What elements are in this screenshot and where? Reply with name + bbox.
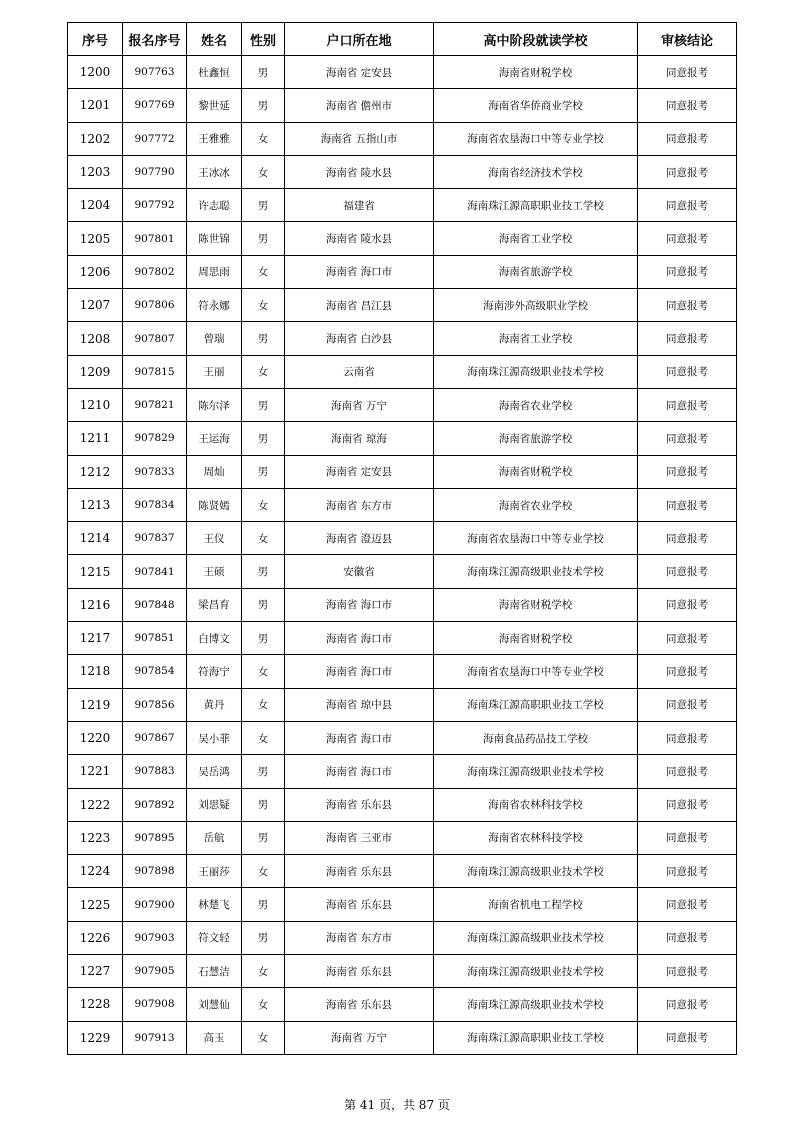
cell-seq: 1209 — [68, 355, 123, 388]
cell-registration-no: 907848 — [123, 588, 187, 621]
cell-gender: 女 — [242, 255, 285, 288]
cell-name: 王丽 — [187, 355, 242, 388]
cell-high-school: 海南省农林科技学校 — [434, 788, 638, 821]
cell-registration-no: 907834 — [123, 488, 187, 521]
cell-household-location: 海南省 海口市 — [285, 588, 434, 621]
cell-name: 王硕 — [187, 555, 242, 588]
cell-high-school: 海南省财税学校 — [434, 588, 638, 621]
table-row — [68, 122, 737, 155]
cell-seq: 1214 — [68, 522, 123, 555]
cell-gender: 男 — [242, 622, 285, 655]
cell-household-location: 海南省 琼海 — [285, 422, 434, 455]
cell-name: 王运海 — [187, 422, 242, 455]
table-row — [68, 155, 737, 188]
table-row — [68, 588, 737, 621]
cell-review-result: 同意报考 — [638, 921, 737, 954]
cell-gender: 女 — [242, 522, 285, 555]
cell-registration-no: 907841 — [123, 555, 187, 588]
cell-high-school: 海南省财税学校 — [434, 455, 638, 488]
table-row — [68, 788, 737, 821]
cell-registration-no: 907898 — [123, 855, 187, 888]
applicant-table — [67, 22, 737, 1055]
cell-name: 陈尔泽 — [187, 388, 242, 421]
table-row — [68, 755, 737, 788]
cell-high-school: 海南珠江源高级职业技术学校 — [434, 955, 638, 988]
cell-registration-no: 907856 — [123, 688, 187, 721]
cell-gender: 男 — [242, 921, 285, 954]
cell-seq: 1200 — [68, 56, 123, 89]
cell-high-school: 海南珠江源高级职业技术学校 — [434, 355, 638, 388]
cell-registration-no: 907837 — [123, 522, 187, 555]
cell-name: 周灿 — [187, 455, 242, 488]
cell-household-location: 海南省 东方市 — [285, 921, 434, 954]
table-row — [68, 1021, 737, 1054]
cell-review-result: 同意报考 — [638, 655, 737, 688]
cell-name: 刘慧仙 — [187, 988, 242, 1021]
cell-review-result: 同意报考 — [638, 755, 737, 788]
cell-gender: 男 — [242, 89, 285, 122]
table-row — [68, 255, 737, 288]
cell-registration-no: 907763 — [123, 56, 187, 89]
cell-review-result: 同意报考 — [638, 955, 737, 988]
cell-name: 符文轻 — [187, 921, 242, 954]
cell-gender: 男 — [242, 888, 285, 921]
cell-registration-no: 907883 — [123, 755, 187, 788]
cell-gender: 女 — [242, 1021, 285, 1054]
cell-review-result: 同意报考 — [638, 322, 737, 355]
cell-seq: 1228 — [68, 988, 123, 1021]
cell-household-location: 海南省 万宁 — [285, 1021, 434, 1054]
cell-name: 许志聪 — [187, 189, 242, 222]
cell-household-location: 海南省 万宁 — [285, 388, 434, 421]
cell-registration-no: 907833 — [123, 455, 187, 488]
cell-name: 梁昌育 — [187, 588, 242, 621]
cell-seq: 1229 — [68, 1021, 123, 1054]
cell-gender: 男 — [242, 388, 285, 421]
cell-high-school: 海南省财税学校 — [434, 622, 638, 655]
cell-review-result: 同意报考 — [638, 388, 737, 421]
cell-registration-no: 907821 — [123, 388, 187, 421]
cell-gender: 女 — [242, 655, 285, 688]
cell-registration-no: 907815 — [123, 355, 187, 388]
cell-seq: 1215 — [68, 555, 123, 588]
cell-gender: 男 — [242, 322, 285, 355]
cell-household-location: 海南省 海口市 — [285, 755, 434, 788]
cell-household-location: 海南省 陵水县 — [285, 222, 434, 255]
cell-gender: 男 — [242, 56, 285, 89]
cell-gender: 女 — [242, 355, 285, 388]
cell-household-location: 海南省 定安县 — [285, 56, 434, 89]
cell-name: 黄丹 — [187, 688, 242, 721]
cell-high-school: 海南省农垦海口中等专业学校 — [434, 522, 638, 555]
cell-registration-no: 907867 — [123, 721, 187, 754]
cell-name: 岳航 — [187, 821, 242, 854]
cell-high-school: 海南珠江源高级职业技术学校 — [434, 555, 638, 588]
cell-name: 刘思疑 — [187, 788, 242, 821]
cell-seq: 1217 — [68, 622, 123, 655]
cell-review-result: 同意报考 — [638, 888, 737, 921]
table-row — [68, 888, 737, 921]
cell-seq: 1219 — [68, 688, 123, 721]
header-review-result: 审核结论 — [638, 23, 737, 56]
cell-household-location: 海南省 五指山市 — [285, 122, 434, 155]
cell-household-location: 海南省 昌江县 — [285, 289, 434, 322]
cell-household-location: 海南省 三亚市 — [285, 821, 434, 854]
table-row — [68, 189, 737, 222]
cell-seq: 1222 — [68, 788, 123, 821]
cell-high-school: 海南珠江源高级职业技术学校 — [434, 921, 638, 954]
cell-review-result: 同意报考 — [638, 622, 737, 655]
cell-review-result: 同意报考 — [638, 122, 737, 155]
table-row — [68, 655, 737, 688]
cell-high-school: 海南食品药品技工学校 — [434, 721, 638, 754]
cell-gender: 男 — [242, 189, 285, 222]
cell-seq: 1207 — [68, 289, 123, 322]
table-row — [68, 422, 737, 455]
cell-seq: 1221 — [68, 755, 123, 788]
header-seq: 序号 — [68, 23, 123, 56]
cell-seq: 1201 — [68, 89, 123, 122]
header-registration-no: 报名序号 — [123, 23, 187, 56]
table-row — [68, 488, 737, 521]
cell-name: 符永娜 — [187, 289, 242, 322]
cell-gender: 男 — [242, 821, 285, 854]
cell-household-location: 海南省 乐东县 — [285, 888, 434, 921]
cell-seq: 1224 — [68, 855, 123, 888]
cell-gender: 男 — [242, 555, 285, 588]
cell-high-school: 海南省经济技术学校 — [434, 155, 638, 188]
cell-review-result: 同意报考 — [638, 721, 737, 754]
cell-seq: 1205 — [68, 222, 123, 255]
cell-household-location: 海南省 海口市 — [285, 655, 434, 688]
cell-registration-no: 907801 — [123, 222, 187, 255]
cell-household-location: 福建省 — [285, 189, 434, 222]
cell-name: 白博文 — [187, 622, 242, 655]
table-row — [68, 821, 737, 854]
cell-name: 黎世延 — [187, 89, 242, 122]
cell-gender: 男 — [242, 788, 285, 821]
table-row — [68, 622, 737, 655]
cell-name: 王雅雅 — [187, 122, 242, 155]
cell-registration-no: 907806 — [123, 289, 187, 322]
cell-high-school: 海南省农业学校 — [434, 488, 638, 521]
header-household-location: 户口所在地 — [285, 23, 434, 56]
cell-registration-no: 907790 — [123, 155, 187, 188]
cell-high-school: 海南珠江源高级职业技术学校 — [434, 755, 638, 788]
cell-review-result: 同意报考 — [638, 821, 737, 854]
cell-name: 符海宁 — [187, 655, 242, 688]
cell-registration-no: 907905 — [123, 955, 187, 988]
table-row — [68, 721, 737, 754]
cell-seq: 1226 — [68, 921, 123, 954]
cell-household-location: 海南省 白沙县 — [285, 322, 434, 355]
cell-household-location: 海南省 海口市 — [285, 255, 434, 288]
cell-name: 周思雨 — [187, 255, 242, 288]
cell-gender: 男 — [242, 422, 285, 455]
cell-gender: 女 — [242, 488, 285, 521]
cell-registration-no: 907829 — [123, 422, 187, 455]
cell-registration-no: 907792 — [123, 189, 187, 222]
cell-household-location: 海南省 海口市 — [285, 622, 434, 655]
cell-household-location: 海南省 东方市 — [285, 488, 434, 521]
cell-review-result: 同意报考 — [638, 988, 737, 1021]
cell-household-location: 海南省 乐东县 — [285, 955, 434, 988]
cell-household-location: 海南省 乐东县 — [285, 988, 434, 1021]
cell-seq: 1206 — [68, 255, 123, 288]
table-row — [68, 56, 737, 89]
cell-household-location: 海南省 陵水县 — [285, 155, 434, 188]
cell-review-result: 同意报考 — [638, 488, 737, 521]
cell-high-school: 海南省农林科技学校 — [434, 821, 638, 854]
cell-household-location: 海南省 乐东县 — [285, 855, 434, 888]
cell-name: 王丽莎 — [187, 855, 242, 888]
table-row — [68, 955, 737, 988]
table-row — [68, 555, 737, 588]
cell-seq: 1213 — [68, 488, 123, 521]
table-row — [68, 855, 737, 888]
cell-review-result: 同意报考 — [638, 455, 737, 488]
cell-registration-no: 907913 — [123, 1021, 187, 1054]
cell-review-result: 同意报考 — [638, 255, 737, 288]
cell-name: 吴小菲 — [187, 721, 242, 754]
header-name: 姓名 — [187, 23, 242, 56]
cell-review-result: 同意报考 — [638, 155, 737, 188]
cell-high-school: 海南省财税学校 — [434, 56, 638, 89]
cell-high-school: 海南省工业学校 — [434, 222, 638, 255]
cell-gender: 女 — [242, 721, 285, 754]
cell-registration-no: 907903 — [123, 921, 187, 954]
cell-gender: 男 — [242, 755, 285, 788]
cell-registration-no: 907892 — [123, 788, 187, 821]
cell-high-school: 海南省农垦海口中等专业学校 — [434, 122, 638, 155]
cell-registration-no: 907772 — [123, 122, 187, 155]
cell-name: 吴岳鸿 — [187, 755, 242, 788]
cell-high-school: 海南珠江源高级职业技术学校 — [434, 855, 638, 888]
table-header-row — [68, 23, 737, 56]
cell-high-school: 海南省华侨商业学校 — [434, 89, 638, 122]
header-gender: 性别 — [242, 23, 285, 56]
cell-review-result: 同意报考 — [638, 189, 737, 222]
cell-review-result: 同意报考 — [638, 522, 737, 555]
cell-review-result: 同意报考 — [638, 855, 737, 888]
cell-gender: 女 — [242, 688, 285, 721]
cell-gender: 女 — [242, 155, 285, 188]
cell-gender: 女 — [242, 955, 285, 988]
cell-review-result: 同意报考 — [638, 355, 737, 388]
cell-review-result: 同意报考 — [638, 1021, 737, 1054]
cell-seq: 1212 — [68, 455, 123, 488]
table-row — [68, 921, 737, 954]
cell-name: 石慧洁 — [187, 955, 242, 988]
table-body — [68, 56, 737, 1055]
cell-seq: 1223 — [68, 821, 123, 854]
cell-household-location: 海南省 澄迈县 — [285, 522, 434, 555]
cell-name: 陈世锦 — [187, 222, 242, 255]
cell-seq: 1203 — [68, 155, 123, 188]
cell-review-result: 同意报考 — [638, 222, 737, 255]
header-high-school: 高中阶段就读学校 — [434, 23, 638, 56]
cell-gender: 女 — [242, 988, 285, 1021]
cell-registration-no: 907895 — [123, 821, 187, 854]
cell-name: 高玉 — [187, 1021, 242, 1054]
cell-name: 杜鑫恒 — [187, 56, 242, 89]
cell-seq: 1208 — [68, 322, 123, 355]
cell-review-result: 同意报考 — [638, 555, 737, 588]
cell-name: 王冰冰 — [187, 155, 242, 188]
table-row — [68, 222, 737, 255]
table-row — [68, 388, 737, 421]
table-row — [68, 522, 737, 555]
cell-review-result: 同意报考 — [638, 422, 737, 455]
cell-high-school: 海南珠江源高职职业技工学校 — [434, 688, 638, 721]
cell-household-location: 海南省 儋州市 — [285, 89, 434, 122]
cell-high-school: 海南省机电工程学校 — [434, 888, 638, 921]
cell-review-result: 同意报考 — [638, 788, 737, 821]
cell-review-result: 同意报考 — [638, 688, 737, 721]
table-row — [68, 988, 737, 1021]
table-row — [68, 688, 737, 721]
cell-high-school: 海南珠江源高职职业技工学校 — [434, 1021, 638, 1054]
cell-seq: 1220 — [68, 721, 123, 754]
cell-review-result: 同意报考 — [638, 588, 737, 621]
cell-review-result: 同意报考 — [638, 89, 737, 122]
cell-household-location: 海南省 海口市 — [285, 721, 434, 754]
cell-registration-no: 907802 — [123, 255, 187, 288]
cell-gender: 女 — [242, 289, 285, 322]
table-row — [68, 355, 737, 388]
cell-registration-no: 907807 — [123, 322, 187, 355]
cell-seq: 1210 — [68, 388, 123, 421]
table-row — [68, 322, 737, 355]
cell-high-school: 海南省工业学校 — [434, 322, 638, 355]
cell-seq: 1204 — [68, 189, 123, 222]
cell-registration-no: 907769 — [123, 89, 187, 122]
cell-name: 陈贤嫣 — [187, 488, 242, 521]
cell-gender: 男 — [242, 588, 285, 621]
cell-household-location: 海南省 定安县 — [285, 455, 434, 488]
cell-name: 王仪 — [187, 522, 242, 555]
cell-household-location: 海南省 琼中县 — [285, 688, 434, 721]
cell-household-location: 云南省 — [285, 355, 434, 388]
table-row — [68, 289, 737, 322]
cell-seq: 1218 — [68, 655, 123, 688]
page-number: 第 41 页，共 87 页 — [344, 1098, 450, 1112]
table-row — [68, 89, 737, 122]
cell-seq: 1202 — [68, 122, 123, 155]
cell-gender: 女 — [242, 122, 285, 155]
cell-high-school: 海南涉外高级职业学校 — [434, 289, 638, 322]
cell-high-school: 海南省旅游学校 — [434, 255, 638, 288]
cell-high-school: 海南省农垦海口中等专业学校 — [434, 655, 638, 688]
cell-seq: 1225 — [68, 888, 123, 921]
cell-gender: 女 — [242, 855, 285, 888]
cell-registration-no: 907851 — [123, 622, 187, 655]
cell-name: 林楚飞 — [187, 888, 242, 921]
cell-high-school: 海南珠江源高职职业技工学校 — [434, 189, 638, 222]
cell-registration-no: 907900 — [123, 888, 187, 921]
cell-high-school: 海南省农业学校 — [434, 388, 638, 421]
cell-registration-no: 907854 — [123, 655, 187, 688]
cell-gender: 男 — [242, 455, 285, 488]
cell-registration-no: 907908 — [123, 988, 187, 1021]
cell-high-school: 海南珠江源高级职业技术学校 — [434, 988, 638, 1021]
cell-review-result: 同意报考 — [638, 289, 737, 322]
cell-seq: 1211 — [68, 422, 123, 455]
cell-seq: 1227 — [68, 955, 123, 988]
cell-high-school: 海南省旅游学校 — [434, 422, 638, 455]
cell-seq: 1216 — [68, 588, 123, 621]
table-row — [68, 455, 737, 488]
cell-gender: 男 — [242, 222, 285, 255]
cell-household-location: 安徽省 — [285, 555, 434, 588]
cell-household-location: 海南省 乐东县 — [285, 788, 434, 821]
cell-name: 曾瑞 — [187, 322, 242, 355]
cell-review-result: 同意报考 — [638, 56, 737, 89]
